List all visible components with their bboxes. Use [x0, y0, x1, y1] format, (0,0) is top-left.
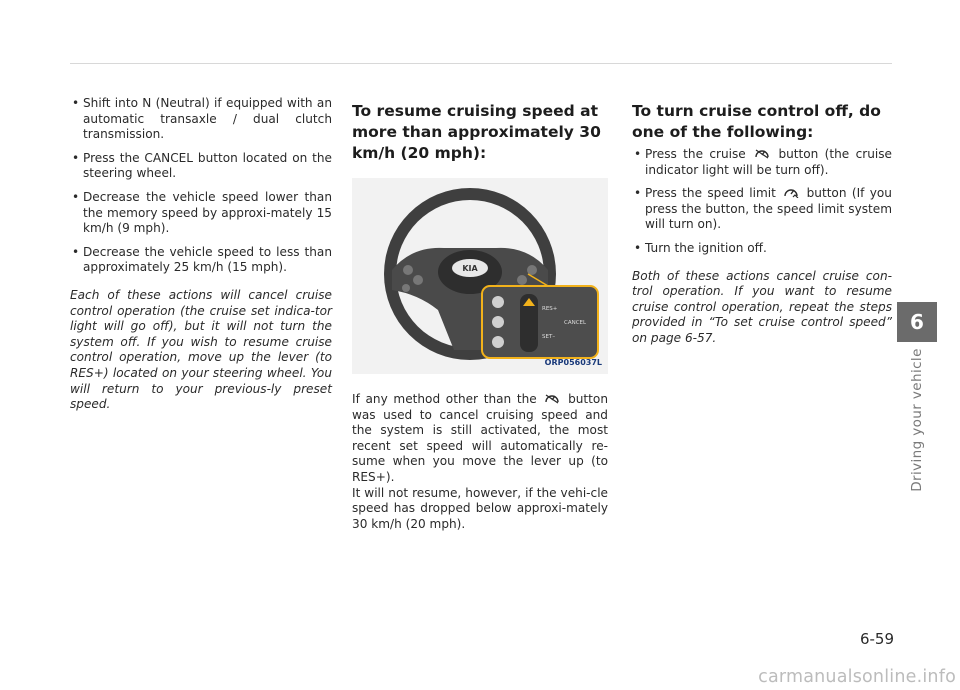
- logo-text: KIA: [462, 264, 478, 273]
- inset-button-3: [492, 336, 504, 348]
- list-item: • Turn the ignition off.: [632, 241, 892, 257]
- steering-wheel-illustration: [352, 178, 608, 374]
- right-column: [632, 96, 892, 347]
- list-item: • Shift into N (Neutral) if equipped with an automatic transaxle / dual clutch transmission.: [70, 96, 332, 143]
- figure-code: ORP056037L: [544, 358, 602, 368]
- left-button-1: [403, 265, 413, 275]
- bullet2-start: Press the speed limit: [645, 186, 776, 201]
- page-number: 6-59: [859, 630, 894, 648]
- list-item: • Press the CANCEL button located on the steering wheel.: [70, 151, 332, 182]
- paragraph1-start: If any method other than the: [352, 392, 537, 406]
- resume-heading: To resume cruising speed at more than approximately 30 km/h (20 mph):: [352, 102, 601, 162]
- left-button-3: [402, 284, 410, 292]
- top-rule: [70, 63, 892, 64]
- bullet2-end: button (If you press the button, the speed limit system will turn on).: [645, 186, 892, 232]
- turn-off-heading: To turn cruise control off, do one of the following:: [632, 102, 881, 141]
- lever-label-cancel: CANCEL: [564, 320, 587, 326]
- bullet1-end: button (the cruise indicator light will be turn off).: [645, 147, 892, 177]
- left-column: [70, 96, 332, 413]
- list-item: [632, 147, 892, 178]
- turn-off-note: Both of these actions cancel cruise con-trol operation. If you want to resume cruise control operation, repeat the steps provided in “To set cruise control speed” on page 6-57.: [632, 268, 892, 345]
- list-item: • Decrease the vehicle speed lower than the memory speed by approxi-mately 15 km/h (9 mph).: [70, 190, 332, 237]
- cancel-conditions-list: [70, 96, 332, 276]
- paragraph1-end: button was used to cancel cruising speed and the system is still activated, the most recent set speed will automatically re-sume when you move the lever up (to RES+).: [352, 392, 608, 484]
- cruise-icon: [754, 147, 770, 159]
- chapter-label: Driving your vehicle: [909, 348, 925, 492]
- watermark: carmanualsonline.info: [758, 667, 956, 687]
- bullet1-start: Press the cruise: [645, 147, 746, 161]
- right-button-2: [517, 275, 527, 285]
- turn-off-list: [632, 147, 892, 257]
- lever-label-res: RES+: [542, 306, 558, 312]
- cruise-icon: [544, 392, 560, 404]
- resume-limit-paragraph: It will not resume, however, if the vehi-cle speed has dropped below approxi-mately 30 km/h (20 mph).: [352, 485, 608, 531]
- inset-button-1: [492, 296, 504, 308]
- speed-limit-icon: [783, 186, 799, 198]
- steering-wheel-figure: [352, 178, 608, 374]
- cancel-note: Each of these actions will cancel cruise control operation (the cruise set indica-tor light will go off), but it will not turn the system off. If you wish to resume cruise control operation, move up the lever (to RES+) located on your steering wheel. You will return to your previous-ly preset speed.: [70, 287, 332, 412]
- lever-label-set: SET–: [542, 334, 556, 340]
- resume-paragraph: [352, 392, 608, 532]
- list-item: • Decrease the vehicle speed to less than approximately 25 km/h (15 mph).: [70, 245, 332, 276]
- inset-button-2: [492, 316, 504, 328]
- middle-column: [352, 96, 608, 532]
- list-item: [632, 186, 892, 233]
- chapter-tab: 6: [897, 302, 937, 342]
- left-button-2: [413, 275, 423, 285]
